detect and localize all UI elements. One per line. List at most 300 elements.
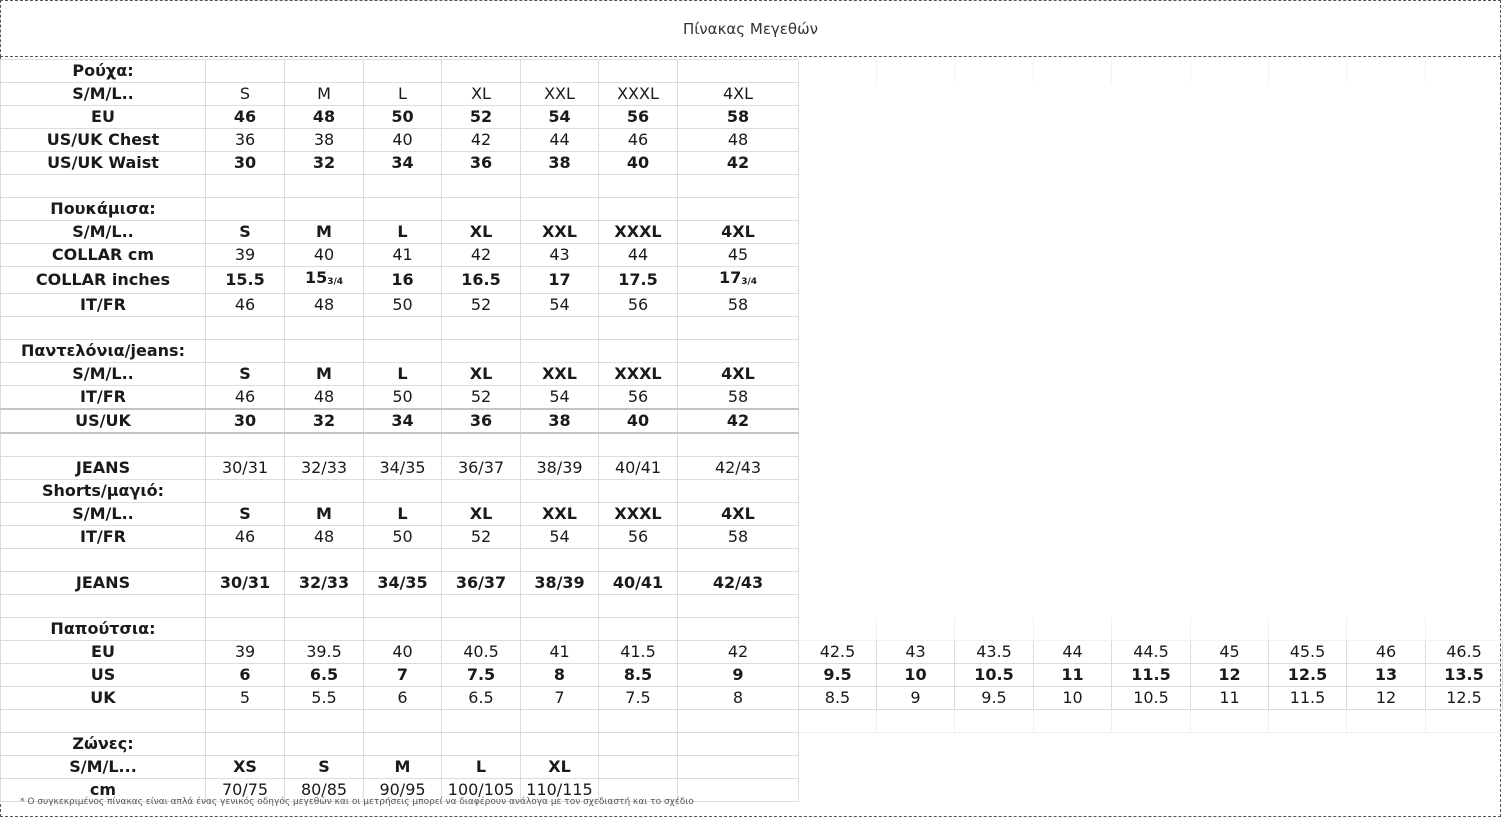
empty-cell: [599, 433, 678, 457]
empty-cell: [1347, 595, 1426, 618]
empty-cell: [1269, 152, 1347, 175]
empty-cell: [1034, 526, 1112, 549]
empty-cell: [1, 433, 206, 457]
empty-cell: [955, 457, 1034, 480]
empty-cell: [1034, 480, 1112, 503]
empty-cell: [1347, 572, 1426, 595]
value-cell: S: [206, 221, 285, 244]
empty-cell: [1269, 480, 1347, 503]
empty-cell: [799, 83, 877, 106]
value-cell: 9.5: [955, 687, 1034, 710]
empty-cell: [206, 710, 285, 733]
value-cell: 4XL: [678, 221, 799, 244]
empty-cell: [599, 198, 678, 221]
empty-cell: [1269, 503, 1347, 526]
value-cell: 42: [442, 129, 521, 152]
empty-cell: [1112, 198, 1191, 221]
empty-cell: [1347, 83, 1426, 106]
empty-cell: [599, 549, 678, 572]
empty-cell: [521, 480, 599, 503]
empty-cell: [1347, 618, 1426, 641]
value-cell: 50: [364, 526, 442, 549]
empty-cell: [799, 386, 877, 410]
empty-cell: [955, 340, 1034, 363]
empty-cell: [955, 363, 1034, 386]
value-cell: 80/85: [285, 779, 364, 802]
empty-cell: [877, 294, 955, 317]
empty-cell: [364, 175, 442, 198]
empty-cell: [955, 83, 1034, 106]
empty-cell: [599, 340, 678, 363]
row-label: EU: [1, 106, 206, 129]
empty-cell: [1034, 433, 1112, 457]
empty-cell: [877, 733, 955, 756]
value-cell: 38/39: [521, 457, 599, 480]
empty-cell: [1034, 244, 1112, 267]
empty-cell: [1269, 710, 1347, 733]
empty-cell: [1112, 244, 1191, 267]
section-header-row: [1, 198, 1503, 221]
empty-cell: [1191, 198, 1269, 221]
spacer-row: [1, 175, 1503, 198]
empty-cell: [799, 267, 877, 294]
empty-cell: [1347, 129, 1426, 152]
spacer-row: [1, 317, 1503, 340]
empty-cell: [1269, 198, 1347, 221]
empty-cell: [285, 480, 364, 503]
empty-cell: [364, 340, 442, 363]
value-cell: XL: [442, 221, 521, 244]
empty-cell: [1112, 152, 1191, 175]
value-cell: 34/35: [364, 572, 442, 595]
empty-cell: [799, 779, 877, 802]
row-label: JEANS: [1, 457, 206, 480]
value-cell: 6: [206, 664, 285, 687]
empty-cell: [799, 294, 877, 317]
value-cell: 40: [364, 129, 442, 152]
empty-cell: [1191, 595, 1269, 618]
value-cell: 13.5: [1426, 664, 1503, 687]
value-cell: 7.5: [599, 687, 678, 710]
value-cell: 52: [442, 386, 521, 410]
row-label: S/M/L..: [1, 83, 206, 106]
value-cell: 54: [521, 106, 599, 129]
empty-cell: [955, 433, 1034, 457]
empty-cell: [1034, 618, 1112, 641]
value-cell: $17_{3/4}$: [678, 267, 799, 294]
value-cell: 30: [206, 152, 285, 175]
empty-cell: [1347, 526, 1426, 549]
empty-cell: [1112, 340, 1191, 363]
empty-cell: [599, 317, 678, 340]
empty-cell: [1, 710, 206, 733]
empty-cell: [799, 60, 877, 83]
value-cell: 30: [206, 409, 285, 433]
empty-cell: [1034, 595, 1112, 618]
empty-cell: [678, 549, 799, 572]
value-cell: 58: [678, 106, 799, 129]
value-cell: 5: [206, 687, 285, 710]
empty-cell: [877, 572, 955, 595]
row-label: COLLAR cm: [1, 244, 206, 267]
value-cell: 42: [678, 152, 799, 175]
empty-cell: [1034, 221, 1112, 244]
empty-cell: [1426, 595, 1503, 618]
empty-cell: [799, 175, 877, 198]
empty-cell: [877, 175, 955, 198]
value-cell: 32/33: [285, 572, 364, 595]
empty-cell: [1269, 779, 1347, 802]
section-header: Shorts/μαγιό:: [1, 480, 206, 503]
empty-cell: [1191, 710, 1269, 733]
empty-cell: [955, 106, 1034, 129]
empty-cell: [1191, 503, 1269, 526]
empty-cell: [1112, 549, 1191, 572]
empty-cell: [521, 340, 599, 363]
empty-cell: [521, 317, 599, 340]
empty-cell: [877, 129, 955, 152]
value-cell: 41: [364, 244, 442, 267]
empty-cell: [1347, 340, 1426, 363]
value-cell: 39: [206, 244, 285, 267]
empty-cell: [521, 733, 599, 756]
empty-cell: [1034, 363, 1112, 386]
empty-cell: [285, 198, 364, 221]
empty-cell: [955, 175, 1034, 198]
value-cell: 4XL: [678, 503, 799, 526]
empty-cell: [678, 710, 799, 733]
table-row: [1, 664, 1503, 687]
empty-cell: [1112, 83, 1191, 106]
value-cell: XL: [442, 503, 521, 526]
value-cell: 46: [206, 294, 285, 317]
empty-cell: [285, 710, 364, 733]
value-cell: XXXL: [599, 503, 678, 526]
empty-cell: [1269, 294, 1347, 317]
empty-cell: [1269, 129, 1347, 152]
value-cell: L: [442, 756, 521, 779]
value-cell: 40: [364, 641, 442, 664]
empty-cell: [955, 198, 1034, 221]
empty-cell: [955, 386, 1034, 410]
empty-cell: [955, 503, 1034, 526]
empty-cell: [1191, 549, 1269, 572]
value-cell: 17.5: [599, 267, 678, 294]
empty-cell: [1034, 83, 1112, 106]
value-cell: 36/37: [442, 572, 521, 595]
value-cell: 11.5: [1112, 664, 1191, 687]
empty-cell: [442, 480, 521, 503]
value-cell: S: [285, 756, 364, 779]
empty-cell: [521, 595, 599, 618]
empty-cell: [1112, 457, 1191, 480]
value-cell: 12.5: [1426, 687, 1503, 710]
empty-cell: [1347, 221, 1426, 244]
value-cell: 11: [1191, 687, 1269, 710]
value-cell: XXXL: [599, 221, 678, 244]
empty-cell: [678, 595, 799, 618]
empty-cell: [1426, 83, 1503, 106]
empty-cell: [1347, 756, 1426, 779]
size-chart-table: [0, 59, 1503, 802]
value-cell: 38: [521, 152, 599, 175]
empty-cell: [799, 549, 877, 572]
empty-cell: [364, 710, 442, 733]
value-cell: XL: [442, 363, 521, 386]
row-label: JEANS: [1, 572, 206, 595]
empty-cell: [1034, 503, 1112, 526]
empty-cell: [678, 779, 799, 802]
empty-cell: [521, 433, 599, 457]
value-cell: 13: [1347, 664, 1426, 687]
empty-cell: [1426, 572, 1503, 595]
value-cell: 41: [521, 641, 599, 664]
value-cell: 7: [364, 664, 442, 687]
empty-cell: [1034, 756, 1112, 779]
section-header-row: [1, 618, 1503, 641]
empty-cell: [364, 433, 442, 457]
empty-cell: [1347, 267, 1426, 294]
empty-cell: [1191, 779, 1269, 802]
value-cell: 52: [442, 294, 521, 317]
empty-cell: [1347, 152, 1426, 175]
value-cell: 44: [599, 244, 678, 267]
empty-cell: [1347, 710, 1426, 733]
value-cell: 34: [364, 409, 442, 433]
value-cell: 46: [206, 526, 285, 549]
empty-cell: [877, 618, 955, 641]
value-cell: M: [285, 363, 364, 386]
empty-cell: [1347, 733, 1426, 756]
empty-cell: [1112, 526, 1191, 549]
empty-cell: [599, 175, 678, 198]
empty-cell: [206, 198, 285, 221]
value-cell: 42: [678, 409, 799, 433]
empty-cell: [877, 526, 955, 549]
empty-cell: [1034, 317, 1112, 340]
empty-cell: [955, 733, 1034, 756]
value-cell: S: [206, 83, 285, 106]
value-cell: L: [364, 363, 442, 386]
empty-cell: [877, 409, 955, 433]
empty-cell: [1034, 710, 1112, 733]
empty-cell: [1426, 244, 1503, 267]
empty-cell: [1269, 317, 1347, 340]
empty-cell: [1112, 317, 1191, 340]
value-cell: XXL: [521, 363, 599, 386]
empty-cell: [1112, 733, 1191, 756]
value-cell: XXL: [521, 83, 599, 106]
empty-cell: [955, 129, 1034, 152]
empty-cell: [1426, 503, 1503, 526]
section-header-row: [1, 60, 1503, 83]
empty-cell: [955, 756, 1034, 779]
value-cell: 42: [442, 244, 521, 267]
table-row: [1, 386, 1503, 410]
table-row: [1, 221, 1503, 244]
value-cell: 43.5: [955, 641, 1034, 664]
empty-cell: [877, 503, 955, 526]
empty-cell: [1191, 433, 1269, 457]
empty-cell: [1426, 733, 1503, 756]
empty-cell: [1426, 386, 1503, 410]
empty-cell: [1191, 294, 1269, 317]
empty-cell: [285, 618, 364, 641]
value-cell: 46: [599, 129, 678, 152]
empty-cell: [1426, 129, 1503, 152]
empty-cell: [442, 433, 521, 457]
page-title: Πίνακας Μεγεθών: [0, 0, 1501, 57]
empty-cell: [799, 221, 877, 244]
empty-cell: [1191, 386, 1269, 410]
value-cell: 36: [206, 129, 285, 152]
empty-cell: [1347, 317, 1426, 340]
empty-cell: [1347, 244, 1426, 267]
empty-cell: [1112, 363, 1191, 386]
empty-cell: [877, 340, 955, 363]
empty-cell: [1191, 340, 1269, 363]
empty-cell: [521, 175, 599, 198]
empty-cell: [877, 433, 955, 457]
section-header-row: [1, 480, 1503, 503]
empty-cell: [442, 733, 521, 756]
value-cell: 32/33: [285, 457, 364, 480]
value-cell: 58: [678, 386, 799, 410]
value-cell: 58: [678, 526, 799, 549]
empty-cell: [1034, 294, 1112, 317]
empty-cell: [442, 618, 521, 641]
value-cell: 42/43: [678, 457, 799, 480]
empty-cell: [1426, 198, 1503, 221]
value-cell: 12: [1347, 687, 1426, 710]
value-cell: 46: [1347, 641, 1426, 664]
empty-cell: [1034, 779, 1112, 802]
empty-cell: [1426, 618, 1503, 641]
empty-cell: [521, 60, 599, 83]
empty-cell: [1426, 294, 1503, 317]
empty-cell: [442, 175, 521, 198]
value-cell: 8.5: [799, 687, 877, 710]
table-row: [1, 409, 1503, 433]
empty-cell: [1191, 572, 1269, 595]
empty-cell: [1034, 198, 1112, 221]
empty-cell: [1034, 106, 1112, 129]
empty-cell: [364, 317, 442, 340]
empty-cell: [1, 549, 206, 572]
value-cell: 39.5: [285, 641, 364, 664]
empty-cell: [1269, 175, 1347, 198]
empty-cell: [678, 480, 799, 503]
empty-cell: [521, 710, 599, 733]
value-cell: $15_{3/4}$: [285, 267, 364, 294]
empty-cell: [1347, 409, 1426, 433]
empty-cell: [678, 756, 799, 779]
empty-cell: [285, 733, 364, 756]
empty-cell: [799, 756, 877, 779]
value-cell: 8.5: [599, 664, 678, 687]
value-cell: XXL: [521, 503, 599, 526]
spacer-row: [1, 549, 1503, 572]
table-row: [1, 267, 1503, 294]
value-cell: M: [285, 503, 364, 526]
empty-cell: [206, 618, 285, 641]
empty-cell: [877, 152, 955, 175]
empty-cell: [678, 433, 799, 457]
empty-cell: [1269, 83, 1347, 106]
empty-cell: [1112, 221, 1191, 244]
empty-cell: [799, 317, 877, 340]
empty-cell: [599, 756, 678, 779]
empty-cell: [1191, 480, 1269, 503]
empty-cell: [1112, 294, 1191, 317]
empty-cell: [1347, 175, 1426, 198]
empty-cell: [1426, 433, 1503, 457]
empty-cell: [1269, 221, 1347, 244]
empty-cell: [1269, 595, 1347, 618]
value-cell: 5.5: [285, 687, 364, 710]
empty-cell: [955, 152, 1034, 175]
value-cell: 16.5: [442, 267, 521, 294]
row-label: S/M/L..: [1, 363, 206, 386]
value-cell: 54: [521, 526, 599, 549]
value-cell: 48: [285, 106, 364, 129]
empty-cell: [877, 457, 955, 480]
empty-cell: [955, 317, 1034, 340]
empty-cell: [1347, 433, 1426, 457]
value-cell: 9: [678, 664, 799, 687]
empty-cell: [285, 595, 364, 618]
value-cell: 32: [285, 152, 364, 175]
value-cell: 38: [521, 409, 599, 433]
value-cell: 56: [599, 106, 678, 129]
empty-cell: [1347, 480, 1426, 503]
empty-cell: [364, 60, 442, 83]
value-cell: 40: [285, 244, 364, 267]
empty-cell: [1347, 106, 1426, 129]
table-row: [1, 129, 1503, 152]
empty-cell: [599, 480, 678, 503]
empty-cell: [1034, 129, 1112, 152]
row-label: S/M/L..: [1, 221, 206, 244]
empty-cell: [799, 409, 877, 433]
value-cell: 44: [1034, 641, 1112, 664]
value-cell: 54: [521, 294, 599, 317]
value-cell: 34/35: [364, 457, 442, 480]
section-header-row: [1, 340, 1503, 363]
empty-cell: [1191, 129, 1269, 152]
empty-cell: [1191, 756, 1269, 779]
value-cell: L: [364, 503, 442, 526]
empty-cell: [1426, 549, 1503, 572]
empty-cell: [1269, 244, 1347, 267]
section-header: Ρούχα:: [1, 60, 206, 83]
value-cell: 15.5: [206, 267, 285, 294]
value-cell: 30/31: [206, 457, 285, 480]
empty-cell: [877, 756, 955, 779]
section-header: Παπούτσια:: [1, 618, 206, 641]
value-cell: 45: [678, 244, 799, 267]
empty-cell: [1426, 457, 1503, 480]
value-cell: 17: [521, 267, 599, 294]
empty-cell: [1112, 572, 1191, 595]
row-label: EU: [1, 641, 206, 664]
empty-cell: [285, 317, 364, 340]
empty-cell: [799, 198, 877, 221]
value-cell: XS: [206, 756, 285, 779]
empty-cell: [678, 618, 799, 641]
value-cell: 42: [678, 641, 799, 664]
value-cell: 30/31: [206, 572, 285, 595]
